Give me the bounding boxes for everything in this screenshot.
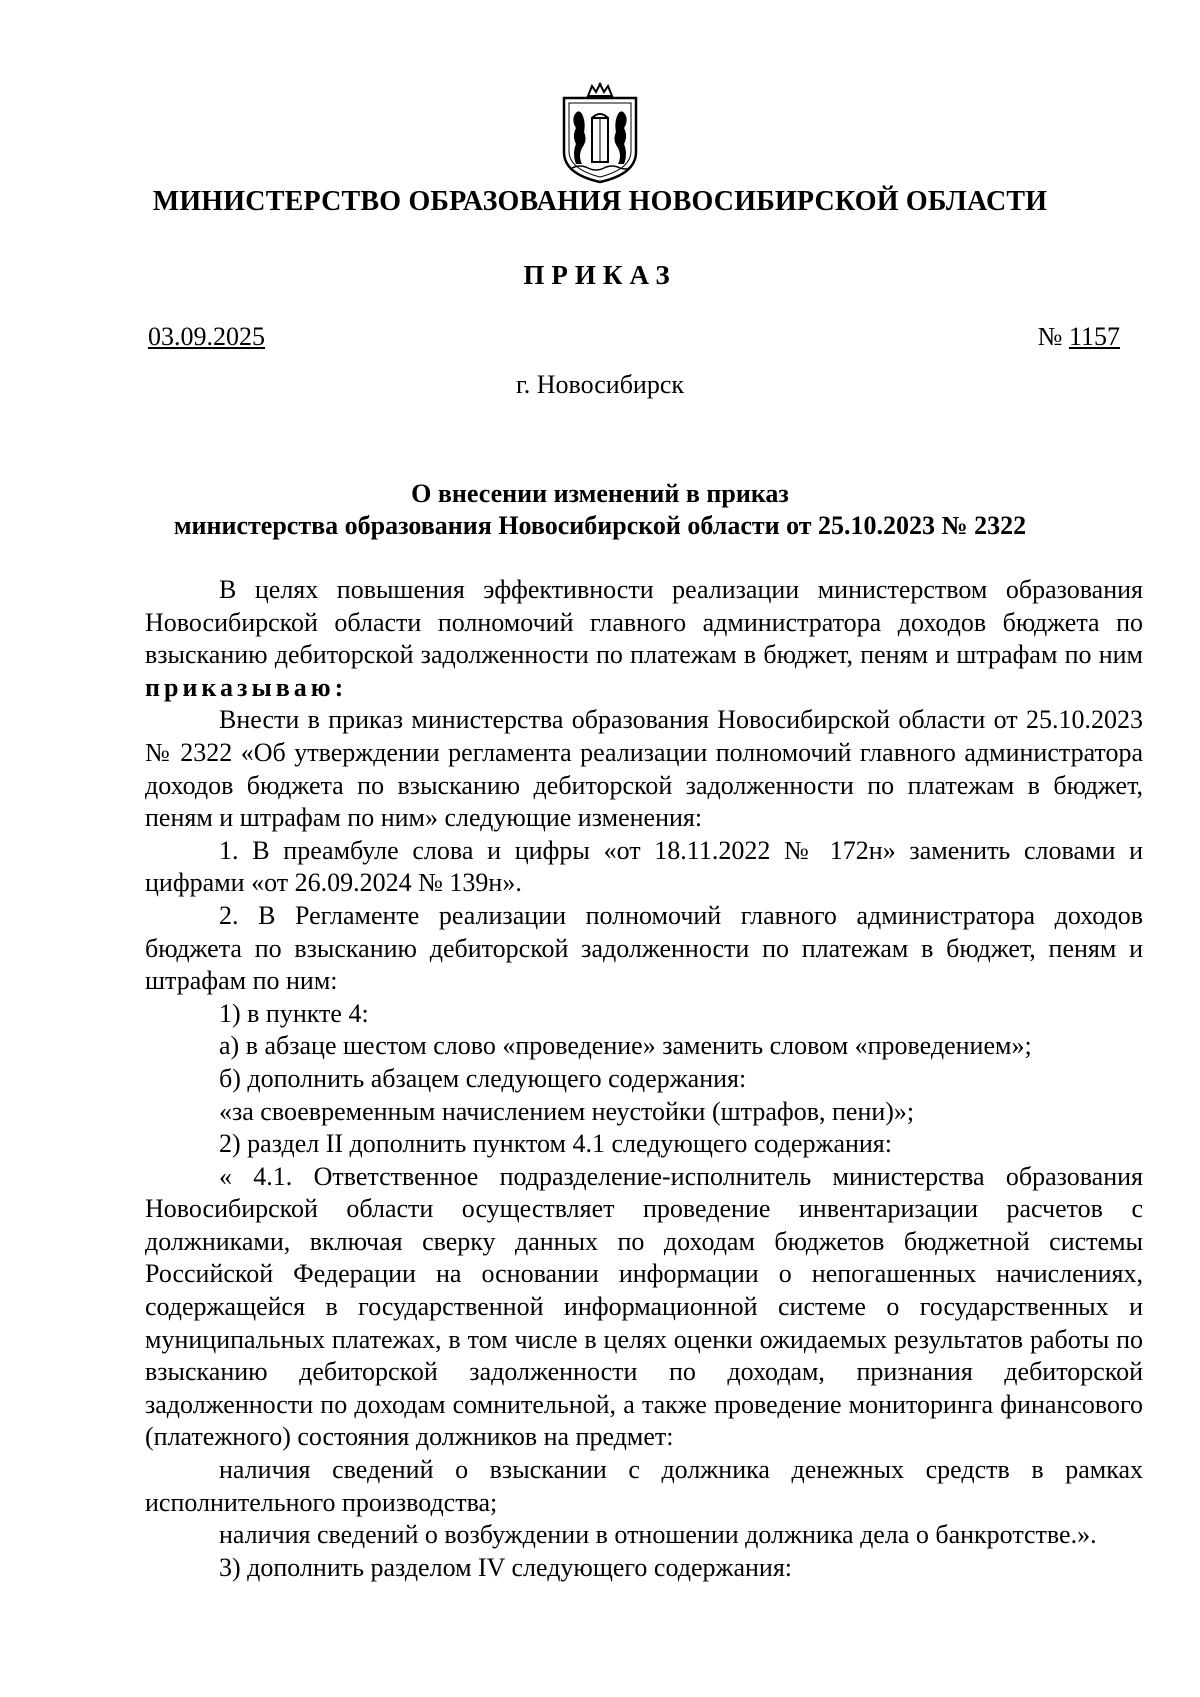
paragraph: 2) раздел II дополнить пунктом 4.1 следующего содержания: [219,1129,892,1159]
order-title [0,478,1200,542]
paragraph: 2. В Регламенте реализации полномочий главного администратора доходов бюджета по взысканию дебиторской задолженности по платежам в бюджет, пеням и штрафам по ним: [145,900,1143,996]
paragraph: наличия сведений о взыскании с должника денежных средств в рамках исполнительного производства; [145,1455,1143,1517]
paragraph: «за своевременным начислением неустойки (штрафов, пени)»; [219,1096,915,1126]
order-verb: приказываю: [145,672,348,702]
coat-of-arms-icon [552,82,648,186]
preamble-paragraph [145,574,1143,704]
paragraph: 3) дополнить разделом IV следующего содержания: [219,1552,793,1582]
paragraph: « 4.1. Ответственное подразделение-исполнитель министерства образования Новосибирской области осуществляет проведение инвентаризации расчетов с должниками, включая сверку данных по доходам бюджетов бюджетной системы Российской Федерации на основании информации о непогашенных начислениях, содержащейся в государственной информационной системе о государственных и муниципальных платежах, в том числе в целях оценки ожидаемых результатов работы по взысканию дебиторской задолженности по доходам, признания дебиторской задолженности по доходам сомнительной, а также проведение мониторинга финансового (платежного) состояния должников на предмет: [145,1161,1143,1452]
order-date: 03.09.2025 [148,322,265,351]
paragraph: 1. В преамбуле слова и цифры «от 18.11.2022 № 172н» заменить словами и цифрами «от 26.09.2024 № 139н». [145,835,1143,898]
city: г. Новосибирск [515,370,685,399]
title-line-1: О внесении изменений в приказ [411,479,789,508]
paragraph: Внести в приказ министерства образования Новосибирской области от 25.10.2023 № 2322 «Об утверждении регламента реализации полномочий главного администратора доходов бюджета по взысканию дебиторской задолженности по платежам в бюджет, пеням и штрафам по ним» следующие изменения: [145,705,1143,833]
number-sign: № [1037,322,1063,351]
paragraph: наличия сведений о возбуждении в отношении должника дела о банкротстве.». [219,1520,1097,1550]
number-value: 1157 [1068,322,1120,351]
order-number [1038,322,1120,352]
paragraph: а) в абзаце шестом слово «проведение» заменить словом «проведением»; [219,1031,1032,1061]
title-line-2: министерства образования Новосибирской области от 25.10.2023 № 2322 [173,511,1027,540]
order-body [145,574,1143,1584]
ministry-name: МИНИСТЕРСТВО ОБРАЗОВАНИЯ НОВОСИБИРСКОЙ ОБЛАСТИ [152,186,1048,217]
paragraph: б) дополнить абзацем следующего содержания: [219,1063,747,1093]
paragraph: 1) в пункте 4: [219,998,369,1028]
document-type: ПРИКАЗ [523,260,677,290]
preamble-text: В целях повышения эффективности реализации министерством образования Новосибирской области полномочий главного администратора доходов бюджета по взысканию дебиторской задолженности по платежам в бюджет, пеням и штрафам по ним [145,575,1143,670]
